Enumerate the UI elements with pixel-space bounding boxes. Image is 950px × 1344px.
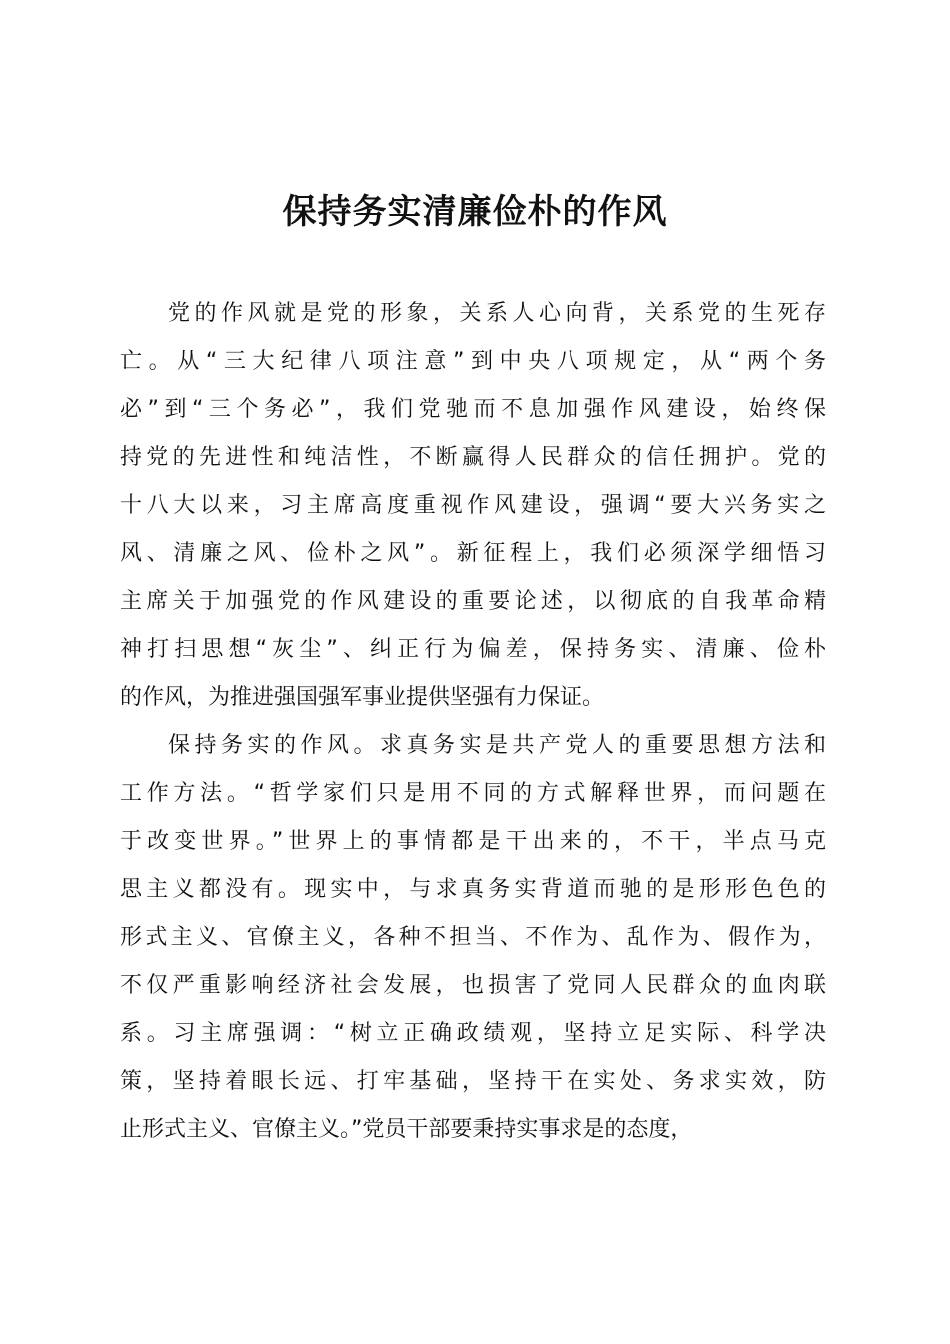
paragraph-1 [120,290,826,722]
paragraph-line: 亡。从“三大纪律八项注意”到中央八项规定，从“两个务 [120,349,826,374]
paragraph-line: 止形式主义、官僚主义。”党员干部要秉持实事求是的态度， [120,1117,693,1142]
paragraph-line: 必”到“三个务必”，我们党驰而不息加强作风建设，始终保 [120,397,826,422]
paragraph-line: 系。习主席强调：“树立正确政绩观，坚持立足实际、科学决 [120,1021,826,1046]
document-body [120,290,826,1154]
paragraph-line: 不仅严重影响经济社会发展，也损害了党同人民群众的血肉联 [120,973,826,998]
paragraph-line: 主席关于加强党的作风建设的重要论述，以彻底的自我革命精 [120,589,826,614]
paragraph-line: 形式主义、官僚主义，各种不担当、不作为、乱作为、假作为， [120,925,826,950]
paragraph-line: 党的作风就是党的形象，关系人心向背，关系党的生死存 [168,301,826,326]
document-title: 保持务实清廉俭朴的作风 [282,192,668,232]
paragraph-line: 工作方法。“哲学家们只是用不同的方式解释世界，而问题在 [120,781,826,806]
paragraph-line: 十八大以来，习主席高度重视作风建设，强调“要大兴务实之 [120,493,826,518]
paragraph-line: 神打扫思想“灰尘”、纠正行为偏差，保持务实、清廉、俭朴 [120,637,826,662]
paragraph-line: 持党的先进性和纯洁性，不断赢得人民群众的信任拥护。党的 [120,445,826,470]
paragraph-line: 思主义都没有。现实中，与求真务实背道而驰的是形形色色的 [120,877,826,902]
paragraph-line: 策，坚持着眼长远、打牢基础，坚持干在实处、务求实效，防 [120,1069,826,1094]
paragraph-line: 的作风，为推进强国强军事业提供坚强有力保证。 [120,685,605,710]
paragraph-line: 保持务实的作风。求真务实是共产党人的重要思想方法和 [168,733,826,758]
paragraph-2 [120,722,826,1154]
paragraph-line: 于改变世界。”世界上的事情都是干出来的，不干，半点马克 [120,829,826,854]
paragraph-line: 风、清廉之风、俭朴之风”。新征程上，我们必须深学细悟习 [120,541,826,566]
